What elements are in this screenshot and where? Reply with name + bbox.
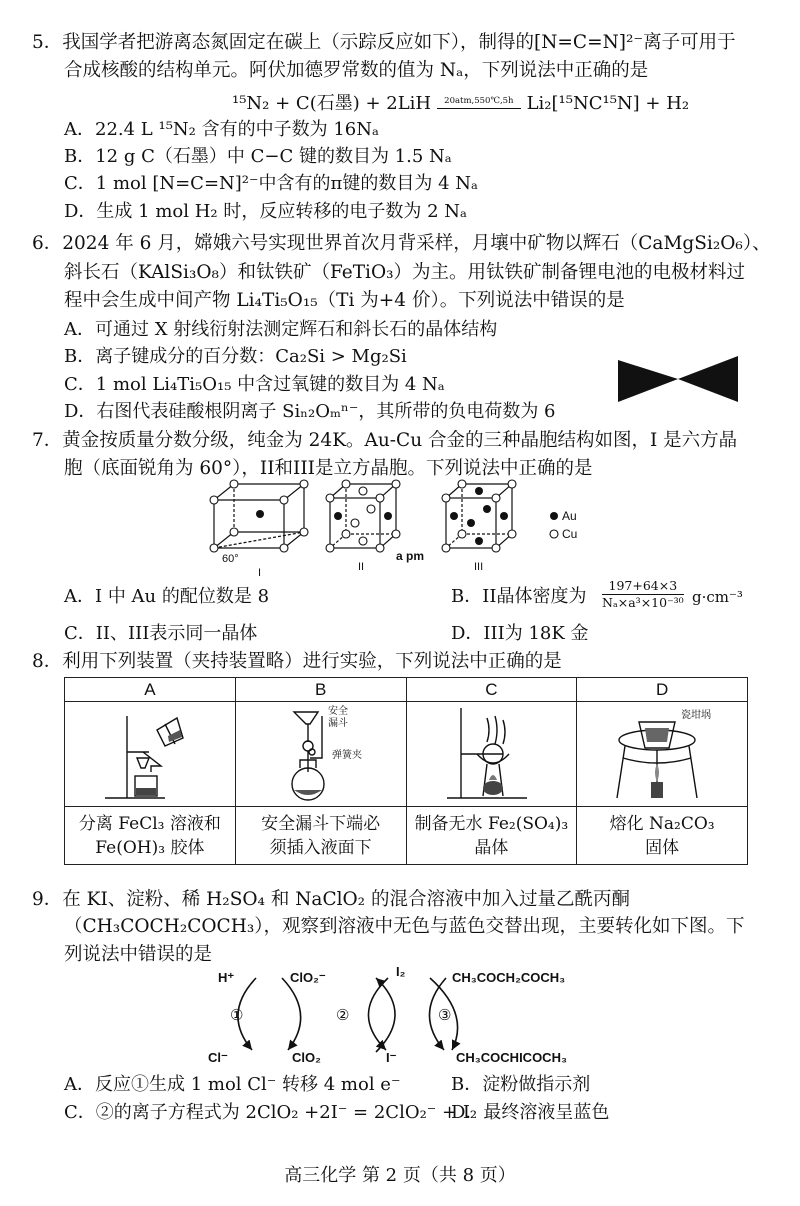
q5-eq-right: Li₂[¹⁵NC¹⁵N] + H₂: [526, 93, 690, 114]
q7-option-c: C．II、III表示同一晶体: [64, 623, 258, 644]
q7-option-d: D．III为 18K 金: [451, 623, 589, 644]
q6-option-c: C．1 mol Li₄Ti₅O₁₅ 中含过氧键的数目为 4 Nₐ: [64, 374, 445, 395]
caption-a: [65, 807, 236, 865]
cell-i-label: I: [258, 567, 262, 578]
q5-option-d: D．生成 1 mol H₂ 时，反应转移的电子数为 2 Nₐ: [64, 201, 467, 222]
q8-stem: 8．利用下列装置（夹持装置略）进行实验，下列说法中正确的是: [32, 651, 562, 672]
header-c: C: [406, 678, 577, 702]
reaction-2-label: ②: [336, 1007, 350, 1024]
reaction-3-label: ③: [438, 1007, 452, 1024]
q5-eq-condition: 20atm,550℃,5h: [437, 96, 521, 106]
q5-option-c: C．1 mol [N=C=N]²⁻中含有的π键的数目为 4 Nₐ: [64, 173, 478, 194]
i2-label: I₂: [396, 964, 406, 979]
q7-stem-line1: 7．黄金按质量分数分级，纯金为 24K。Au-Cu 合金的三种晶胞结构如图，I 是六方晶: [32, 430, 738, 451]
apparatus-c-cell: [406, 702, 577, 807]
caption-b-line2: 须插入液面下: [269, 837, 372, 858]
clo2-minus-label: ClO₂⁻: [290, 970, 326, 985]
q9-option-d: D．最终溶液呈蓝色: [451, 1102, 610, 1123]
page-footer: 高三化学 第 2 页（共 8 页）: [284, 1165, 516, 1186]
caption-a-line2: Fe(OH)₃ 胶体: [95, 837, 205, 858]
caption-c: [406, 807, 577, 865]
q9-option-c: C．②的离子方程式为 2ClO₂ +2I⁻ = 2ClO₂⁻ + I₂: [64, 1102, 478, 1123]
apparatus-table: [64, 677, 748, 865]
q6-stem-line1: 6．2024 年 6 月，嫦娥六号实现世界首次月背采样，月壤中矿物以辉石（CaMgSi₂O₆）、: [32, 233, 771, 254]
header-b: B: [235, 678, 406, 702]
q5-equation: [232, 89, 689, 115]
caption-b: [235, 807, 406, 865]
q6-option-a: A．可通过 X 射线衍射法测定辉石和斜长石的晶体结构: [64, 319, 498, 340]
fraction-numerator: 197+64×3: [602, 578, 684, 595]
q9-stem-line2: （CH₃COCH₂COCH₃），观察到溶液中无色与蓝色交替出现，主要转化如下图。下: [64, 916, 745, 937]
clo2-label: ClO₂: [292, 1050, 321, 1065]
caption-d: [577, 807, 748, 865]
q7-option-a: A．I 中 Au 的配位数是 8: [64, 586, 270, 607]
cell-iii-label: III: [474, 561, 484, 573]
q9-option-a: A．反应①生成 1 mol Cl⁻ 转移 4 mol e⁻: [64, 1074, 401, 1095]
cl-minus-label: Cl⁻: [208, 1050, 228, 1065]
q7-option-b-unit: g·cm⁻³: [692, 588, 743, 606]
fraction-denominator: Nₐ×a³×10⁻³⁰: [602, 595, 684, 610]
filtration-apparatus: [65, 702, 235, 802]
q5-option-b: B．12 g C（石墨）中 C−C 键的数目为 1.5 Nₐ: [64, 146, 452, 167]
apparatus-a-cell: [65, 702, 236, 807]
q5-stem-line2: 合成核酸的结构单元。阿伏加德罗常数的值为 Nₐ，下列说法中正确的是: [64, 60, 649, 81]
q9-option-b: B．淀粉做指示剂: [451, 1074, 591, 1095]
safety-funnel-label-bottom: 漏斗: [327, 718, 348, 729]
i-minus-label: I⁻: [386, 1050, 397, 1065]
q9-stem-line1: 9．在 KI、淀粉、稀 H₂SO₄ 和 NaClO₂ 的混合溶液中加入过量乙酰丙酮: [32, 889, 630, 910]
acac-i-label: CH₃COCHICOCH₃: [456, 1050, 567, 1065]
cell-ii-label: II: [358, 561, 365, 573]
edge-length-label: a pm: [396, 549, 425, 563]
q6-option-b: B．离子键成分的百分数：Ca₂Si > Mg₂Si: [64, 346, 407, 367]
q5-option-a: A．22.4 L ¹⁵N₂ 含有的中子数为 16Nₐ: [64, 119, 379, 140]
caption-d-line2: 固体: [645, 837, 680, 858]
crucible-label: 瓷坩埚: [681, 710, 712, 721]
silicate-anion-figure: [616, 352, 740, 406]
q7-stem-line2: 胞（底面锐角为 60°），II和III是立方晶胞。下列说法中正确的是: [64, 458, 593, 479]
conversion-cycle-diagram: [200, 960, 620, 1070]
safety-funnel-label-top: 安全: [327, 706, 348, 717]
caption-a-line1: 分离 FeCl₃ 溶液和: [78, 813, 221, 834]
q6-stem-line3: 程中会生成中间产物 Li₄Ti₅O₁₅（Ti 为+4 价）。下列说法中错误的是: [64, 290, 625, 311]
apparatus-d-cell: [577, 702, 748, 807]
h-plus-label: H⁺: [218, 970, 235, 985]
legend-cu: Cu: [562, 527, 578, 541]
apparatus-b-cell: [235, 702, 406, 807]
header-a: A: [65, 678, 236, 702]
q7-option-b: B．II晶体密度为: [451, 586, 587, 607]
q6-stem-line2: 斜长石（KAlSi₃O₈）和钛铁矿（FeTiO₃）为主。用钛铁矿制备锂电池的电极材料过: [64, 262, 746, 283]
q5-eq-left: ¹⁵N₂ + C(石墨) + 2LiH: [232, 93, 432, 114]
header-d: D: [577, 678, 748, 702]
acac-label: CH₃COCH₂COCH₃: [452, 970, 566, 985]
caption-c-line2: 晶体: [474, 837, 509, 858]
reaction-1-label: ①: [230, 1007, 244, 1024]
crucible-apparatus: [577, 702, 747, 802]
q6-option-d: D．右图代表硅酸根阴离子 Siₙ₂Oₘⁿ⁻，其所带的负电荷数为 6: [64, 401, 556, 422]
legend-au: Au: [562, 509, 577, 523]
q5-stem-line1: 5．我国学者把游离态氮固定在碳上（示踪反应如下），制得的[N=C=N]²⁻离子可用于: [32, 32, 736, 53]
q9-stem-line3: 列说法中错误的是: [64, 944, 213, 965]
caption-b-line1: 安全漏斗下端必: [261, 813, 381, 834]
caption-c-line1: 制备无水 Fe₂(SO₄)₃: [414, 813, 569, 834]
spring-clip-label: 弹簧夹: [331, 750, 362, 761]
safety-funnel-apparatus: [236, 702, 406, 802]
q7-option-b-fraction: [602, 578, 684, 611]
caption-d-line1: 熔化 Na₂CO₃: [609, 813, 715, 834]
angle-label: 60°: [222, 553, 239, 565]
crystal-cells-figure: [200, 478, 620, 578]
evaporation-apparatus: [407, 702, 577, 802]
